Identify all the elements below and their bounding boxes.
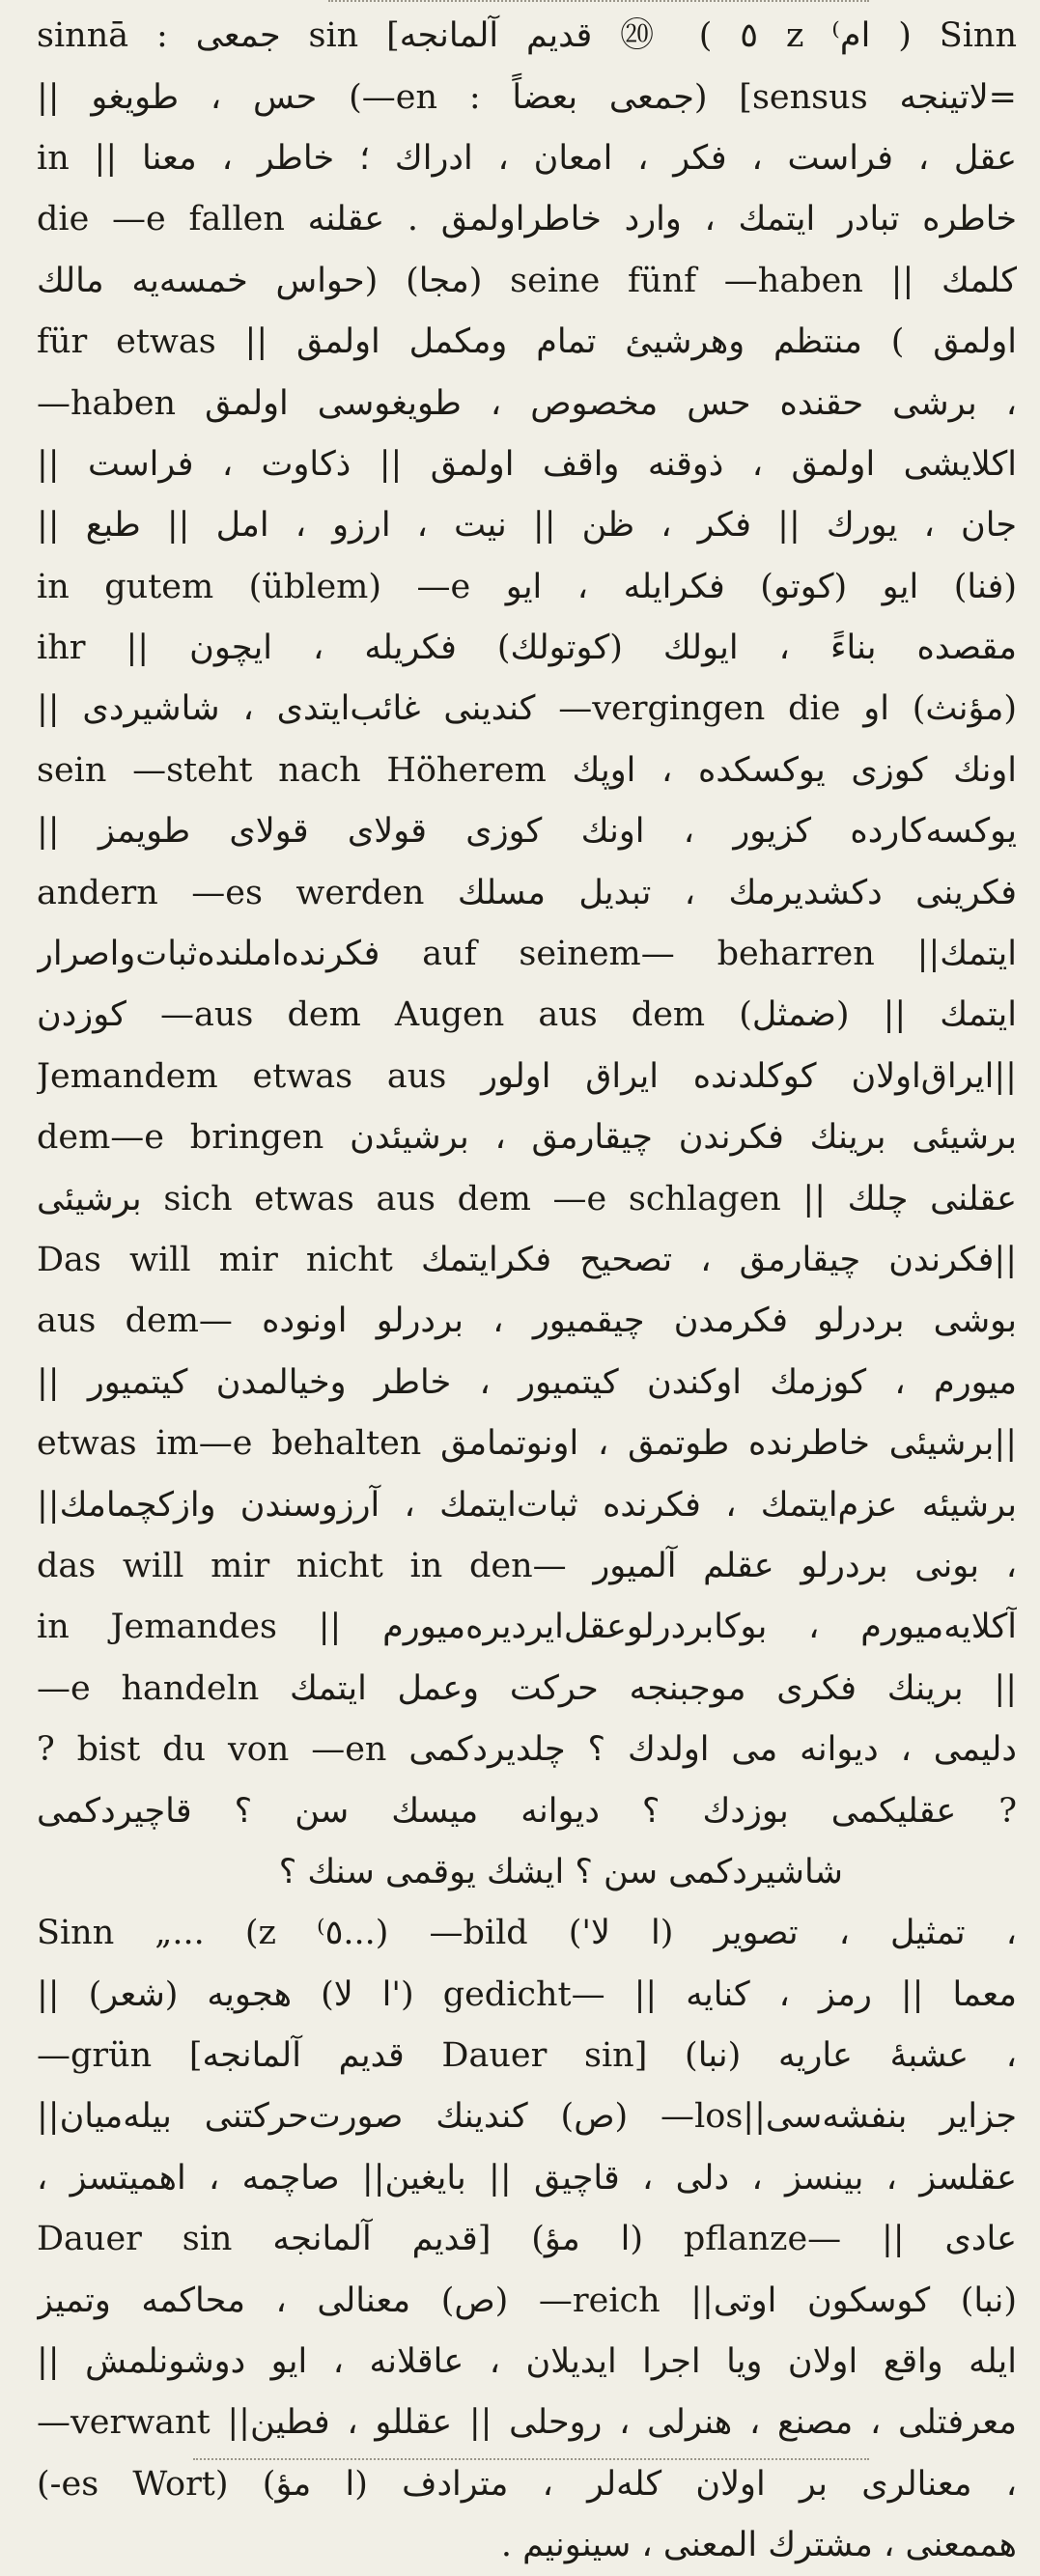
text-line (37, 924, 1017, 985)
line-text: ميورم ، كوزمك اوكندن كيتميور ، خاطر وخيالمدن كيتميور || (37, 1362, 1017, 1402)
text-line (37, 2332, 1017, 2393)
line-text: —e handeln برينك فكرى موجبنجه حركت وعمل ايتمك || (37, 1668, 1017, 1708)
line-text: dem—e bringen برشيئى برينك فكرندن چيقارمق ، برشيئدن (37, 1118, 1017, 1158)
line-text: برشيئه عزم‌ايتمك ، فكرنده ثبات‌ايتمك ، آرزوسندن وازكچمامك|| (37, 1485, 1017, 1525)
line-text: etwas im—e behalten برشيئى خاطرنده طوتمق ، اونوتمامق|| (37, 1424, 1017, 1464)
text-line (37, 2086, 1017, 2147)
line-text: معرفتلى ، مصنع ، هنرلى ، روحلى || عقللو ، فطين|| verwant— (37, 2403, 1017, 2443)
line-text: in Jemandes || آكلايه‌ميورم ، بوكابردرلوعقل‌ايرديره‌ميورم (37, 1608, 1017, 1647)
line-text: اكلايشى اولمق ، ذوقنه واقف اولمق || ذكاوت ، فراست || (37, 444, 1017, 484)
text-line (37, 1474, 1017, 1535)
line-text: ايله واقع اولان ويا اجرا ايديلان ، عاقلانه ، ايو دوشونلمش || (37, 2342, 1017, 2382)
line-text: يوكسه‌كارده كزيور ، اونك كوزى قولاى قولاى طويمز || (37, 812, 1017, 852)
text-line (37, 434, 1017, 495)
line-text: sinnā : جمعى sin [قديم آلمانجه ⑳ ( ٥ z ⁽ام ) Sinn (37, 16, 1017, 56)
line-text: ايتمك|| auf seinem— beharren فكرنده‌املندە‌ثبات‌واصرار (37, 935, 1017, 974)
line-text: عقلسز ، بينسز ، دلى ، قاچيق || بايغين|| صاچمه ، اهميتسز ، (37, 2158, 1017, 2198)
text-line (37, 801, 1017, 862)
text-line (37, 741, 1017, 801)
text-line (37, 128, 1017, 189)
line-text: هممعنى ، مشترك المعنى ، سينونيم . (500, 2526, 1017, 2565)
text-line (37, 2454, 1017, 2515)
line-text: aus dem— بوشى بردرلو فكرمدن چيقميور ، بردرلو اونوده (37, 1302, 1017, 1341)
line-text: ihr || مقصده بناءً ، ايولك (كوتولك) فكريله ، ايچون (37, 629, 1017, 668)
text-line (37, 1536, 1017, 1597)
text-line (37, 618, 1017, 679)
text-line (37, 1353, 1017, 1414)
text-line (37, 2270, 1017, 2331)
text-line (37, 1720, 1017, 1780)
line-text: das will mir nicht in den— بونى بردرلو عقلم آلميور ، (37, 1546, 1017, 1585)
text-line (37, 1230, 1017, 1291)
line-text: die —e fallen خاطره تبادر ايتمك ، وارد خاطراولمق . عقلنه (37, 200, 1017, 239)
text-line (37, 1659, 1017, 1720)
line-text: (فنا) ايو (كوتو) فكرايله ، ايو in gutem (üblem) —e (37, 567, 1017, 606)
text-line (37, 1965, 1017, 2026)
line-text: Jemandem etwas aus ايراق‌اولان كوكلدنده ايراق اولور|| (37, 1056, 1017, 1096)
text-line (37, 985, 1017, 1046)
line-text: —haben برشى حقنده حس مخصوص ، طويغوسى اولمق ، (37, 383, 1017, 423)
line-text: Das will mir nicht فكرندن چيقارمق ، تصحيح فكرايتمك|| (37, 1241, 1017, 1279)
line-text: andern —es werden فكرينى دكشديرمك ، تبديل مسلك (37, 873, 1017, 912)
line-text: عقل ، فراست ، فكر ، امعان ، ادراك ؛ خاطر ، معنا || in (37, 138, 1017, 178)
text-line (37, 2148, 1017, 2209)
text-line (37, 2209, 1017, 2270)
text-line (37, 1903, 1017, 1964)
text-line (37, 251, 1017, 312)
line-text: (-es Wort) (ا مؤ) معنالرى بر اولان كلەلر ، مترادف ، (37, 2464, 1017, 2504)
text-line (37, 495, 1017, 556)
line-text: sein —steht nach Höherem اونك كوزى يوكسكده ، اوپك (37, 750, 1017, 790)
text-line (37, 2026, 1017, 2086)
text-line (37, 1047, 1017, 1107)
line-text: ايتمك || (ضمثل) aus dem Augen aus dem— كوزدن (37, 995, 1017, 1035)
text-line (37, 373, 1017, 434)
line-text: جزاير بنفشه‌سى||los— (ص) كندينك صورت‌حركتنى بيلەميان|| (37, 2097, 1017, 2137)
text-line (37, 1168, 1017, 1229)
text-line (37, 862, 1017, 923)
line-text: (نبا) كوسكون اوتى|| reich— (ص) معنالى ، محاكمه وتميز (37, 2281, 1017, 2320)
line-text: Sinn „... (z ⁽٥...) —bild ('ا لا) تمثيل ، تصوير ، (37, 1914, 1017, 1953)
line-text: جان ، يورك || فكر ، ظن || نيت ، ارزو ، امل || طبع || (37, 506, 1017, 546)
text-line (37, 1780, 1017, 1841)
text-line (37, 2393, 1017, 2453)
text-line (37, 67, 1017, 127)
text-line (37, 1597, 1017, 1658)
line-text: ? عقليكمى بوزدك ؟ ديوانه ميسك سن ؟ قاچيردكمى (37, 1791, 1017, 1831)
text-line (37, 189, 1017, 250)
line-text: ? bist du von —en دليمى ، ديوانه مى اولدك ؟ چلديردكمى (37, 1730, 1017, 1770)
line-text: شاشيردكمى سن ؟ ايشك يوقمى سنك ؟ (278, 1852, 843, 1891)
text-line (37, 312, 1017, 373)
text-line (37, 557, 1017, 618)
text-line (37, 2515, 1017, 2576)
text-line (37, 679, 1017, 740)
line-text: عقلنى چلك || sich etwas aus dem —e schlagen برشيئى (37, 1179, 1017, 1218)
line-text: —grün [قديم آلمانجه Dauer sin] (نبا) عشبۀ عاريه ، (37, 2036, 1017, 2076)
line-text: اولمق ) منتظم وهرشيئ تمام ومكمل اولمق || für etwas (37, 322, 1017, 362)
text-line (37, 1842, 1017, 1903)
text-line (37, 6, 1017, 67)
line-text: عادى || —pflanze (ا مؤ) [قديم آلمانجه Dauer sin (37, 2220, 1017, 2259)
line-text: معما || رمز ، كنايه || —gedicht ('ا لا) هجويه (شعر) || (37, 1974, 1017, 2014)
line-text: =لاتينجه sensus] (جمعى بعضاً : en—) حس ، طويغو || (37, 77, 1017, 117)
line-text: (مؤنث) او vergingen die— كندينى غائب‌ايتدى ، شاشيردى || (37, 689, 1017, 729)
text-line (37, 1414, 1017, 1474)
line-text: كلمك || seine fünf —haben (مجا) (حواس خمسه‌يه مالك (37, 261, 1017, 300)
text-line (37, 1107, 1017, 1168)
text-line (37, 1291, 1017, 1352)
page-bottom-edge (193, 2450, 869, 2460)
